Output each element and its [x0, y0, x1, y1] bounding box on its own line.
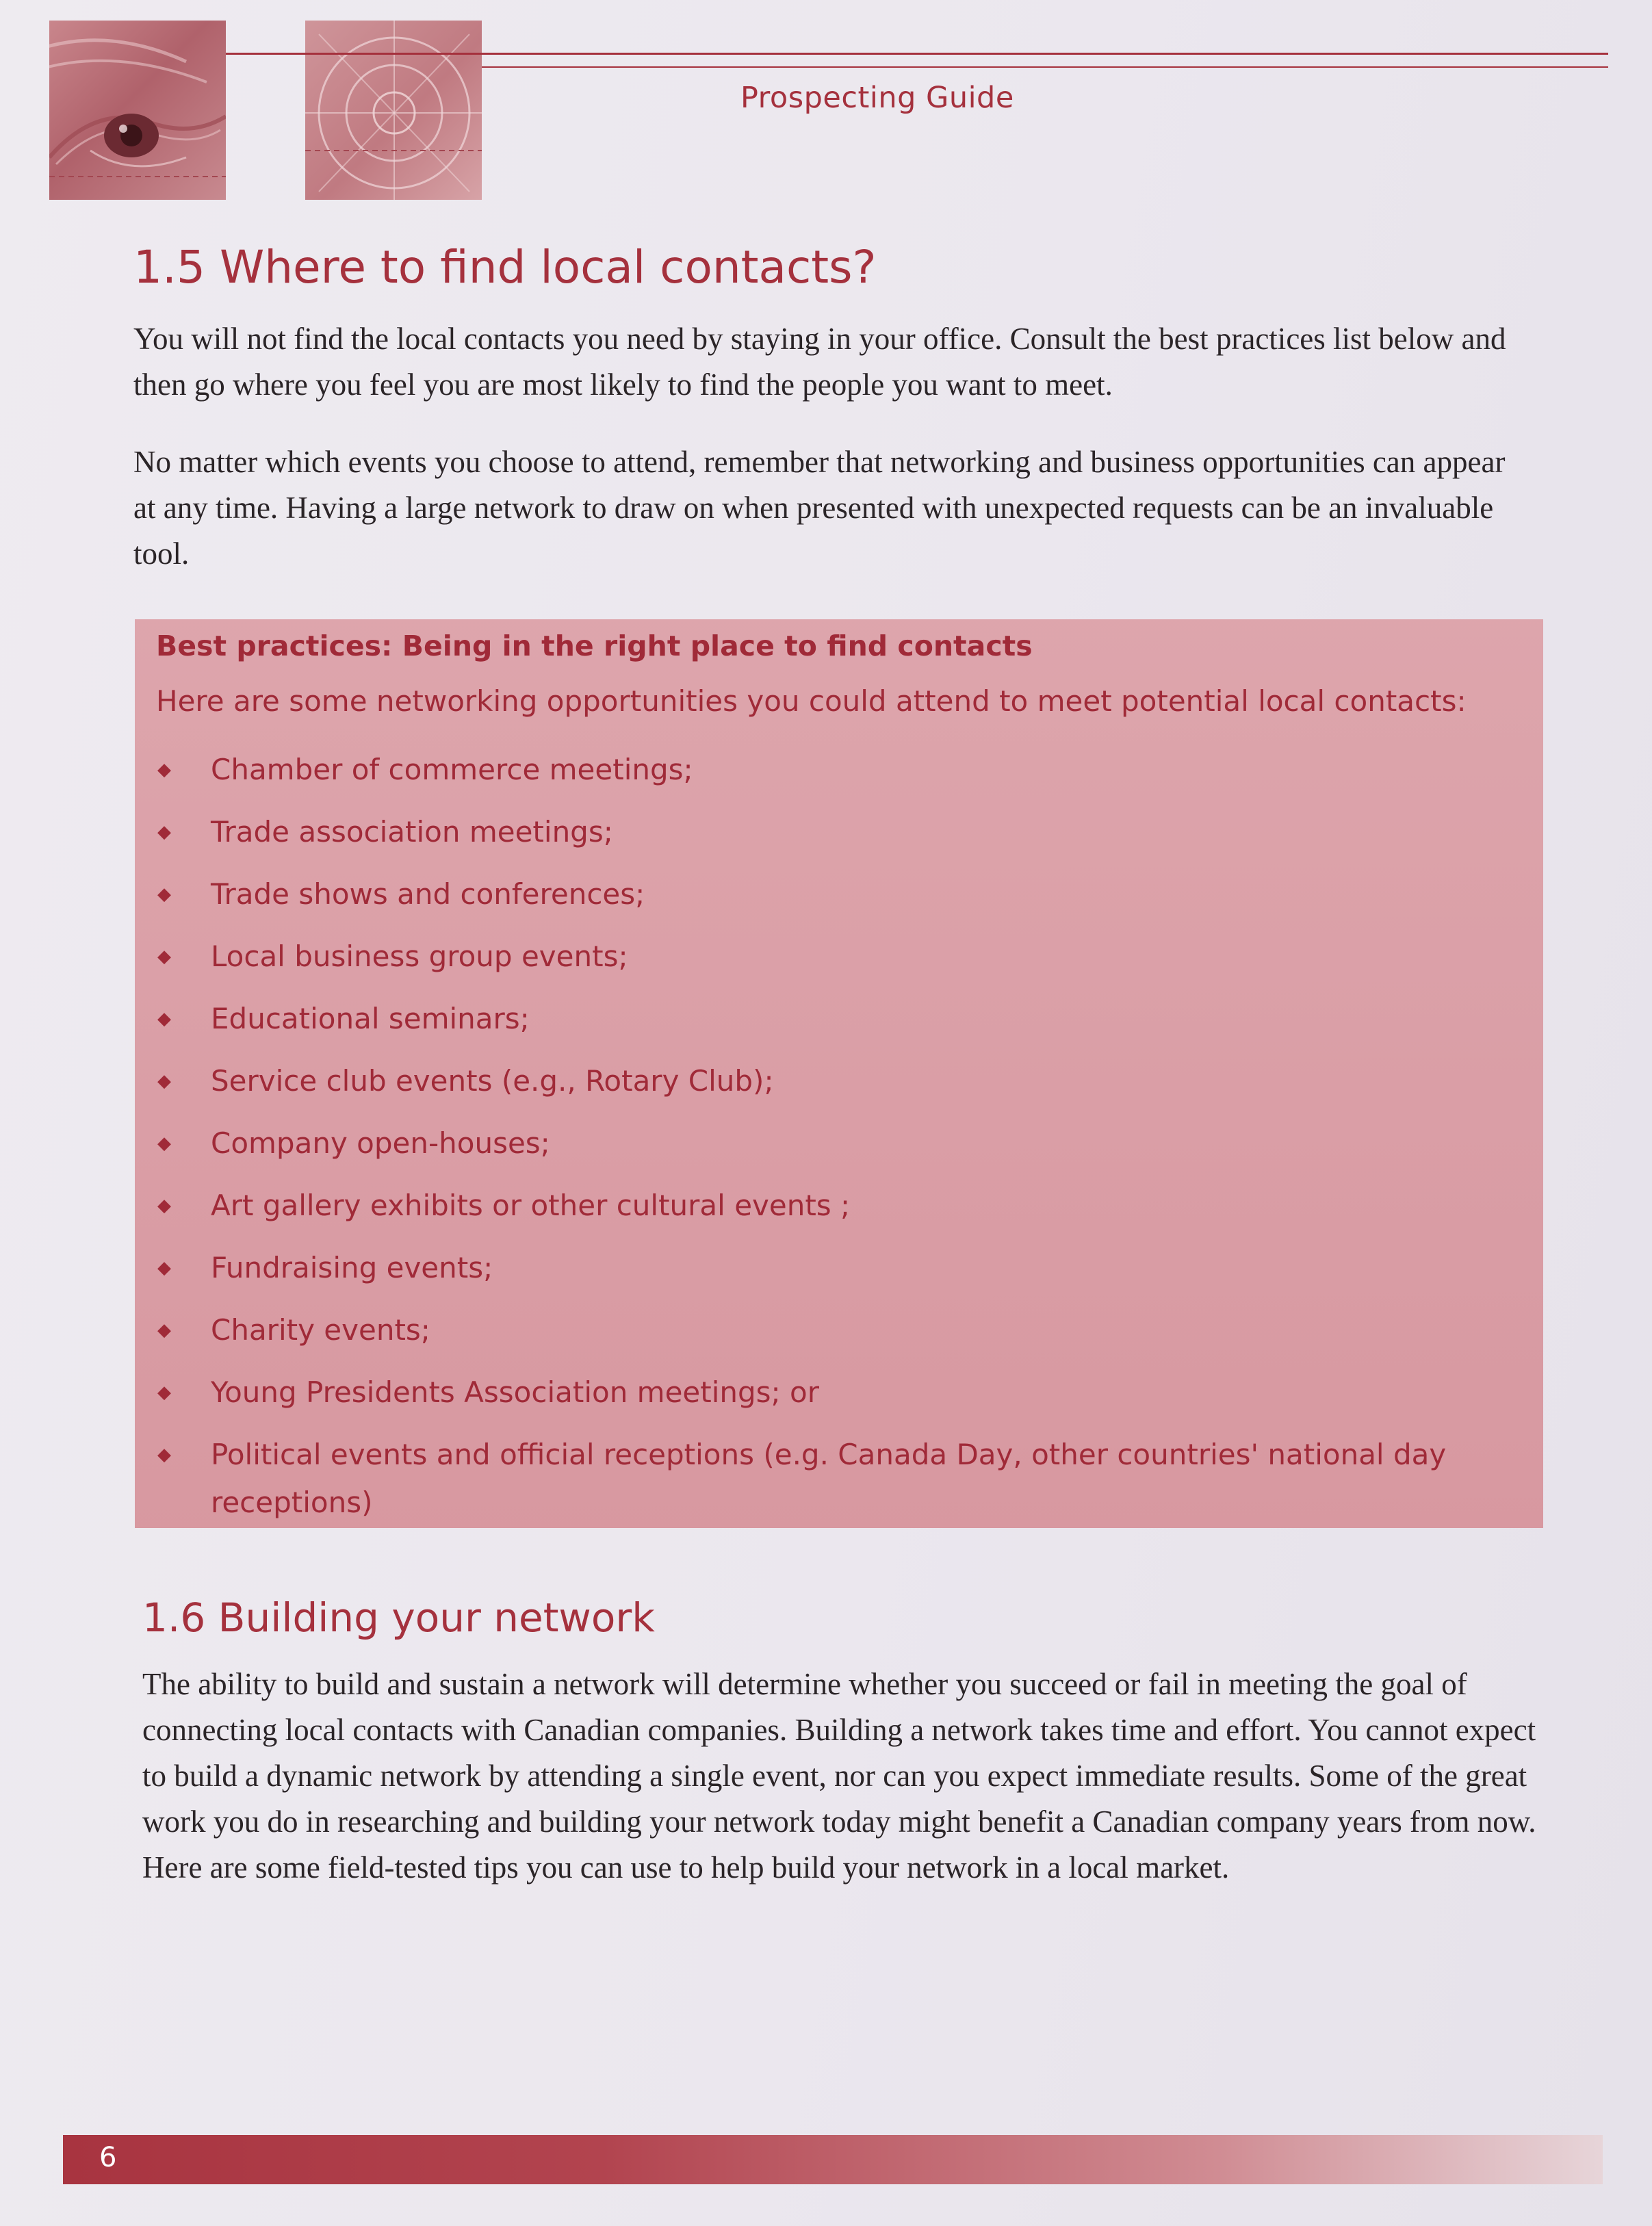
- paragraph-3: The ability to build and sustain a network will determine whether you succeed or fail in meeting the goal of connecting local contacts with Canadian companies. Building a network takes time and effort. You cannot expect to build a dynamic network by attending a single event, nor can you expect immediate results. Some of the great work you do in researching and building your network today might benefit a Canadian company years from now. Here are some field-tested tips you can use to help build your network in a local market.: [142, 1667, 1536, 1885]
- section-heading-1-5: 1.5 Where to find local contacts?: [133, 241, 877, 294]
- list-item: [156, 1306, 1525, 1354]
- diamond-bullet-icon: ◆: [157, 1133, 171, 1154]
- list-item-text: Educational seminars;: [211, 1002, 530, 1035]
- list-item: [156, 808, 1525, 856]
- list-item-text: Service club events (e.g., Rotary Club);: [211, 1064, 774, 1098]
- diamond-bullet-icon: ◆: [157, 946, 171, 967]
- diamond-bullet-icon: ◆: [157, 1258, 171, 1278]
- list-item: [156, 995, 1525, 1043]
- paragraph-1: You will not find the local contacts you need by staying in your office. Consult the best practices list below and then go where you feel you are most likely to find the people you want to meet.: [133, 322, 1506, 402]
- footer-bar: [63, 2135, 1603, 2184]
- list-item: [156, 870, 1525, 918]
- list-item: [156, 1431, 1525, 1527]
- list-item-text: Young Presidents Association meetings; or: [211, 1375, 820, 1409]
- list-item: [156, 1182, 1525, 1230]
- header-rule-secondary: [482, 66, 1608, 68]
- dial-graphic-icon: [305, 21, 482, 200]
- diamond-bullet-icon: ◆: [157, 822, 171, 842]
- diamond-bullet-icon: ◆: [157, 1382, 171, 1403]
- diamond-bullet-icon: ◆: [157, 1195, 171, 1216]
- list-item-text: Chamber of commerce meetings;: [211, 753, 693, 786]
- diamond-bullet-icon: ◆: [157, 760, 171, 780]
- list-item-text: Political events and official receptions (e.g. Canada Day, other countries' national day receptions): [211, 1438, 1447, 1519]
- diamond-bullet-icon: ◆: [157, 1009, 171, 1029]
- list-item: [156, 1244, 1525, 1292]
- list-item-text: Trade association meetings;: [211, 815, 613, 849]
- header-rule: [226, 53, 1608, 55]
- diamond-bullet-icon: ◆: [157, 1445, 171, 1465]
- list-item: [156, 933, 1525, 981]
- list-item-text: Local business group events;: [211, 940, 628, 973]
- list-item-text: Fundraising events;: [211, 1251, 493, 1284]
- running-title: Prospecting Guide: [740, 81, 1014, 115]
- page-number: 6: [99, 2142, 117, 2173]
- eye-photo-icon: [49, 21, 226, 200]
- diamond-bullet-icon: ◆: [157, 884, 171, 905]
- diamond-bullet-icon: ◆: [157, 1071, 171, 1091]
- list-item-text: Trade shows and conferences;: [211, 877, 645, 911]
- paragraph-2: No matter which events you choose to attend, remember that networking and business opportunities can appear at any time. Having a large network to draw on when presented with unexpected requests can be an invaluable tool.: [133, 445, 1506, 571]
- list-item: [156, 1057, 1525, 1105]
- list-item: [156, 1369, 1525, 1416]
- list-item: [156, 1120, 1525, 1167]
- list-item-text: Company open-houses;: [211, 1126, 550, 1160]
- best-practices-list: [156, 746, 1525, 1541]
- diamond-bullet-icon: ◆: [157, 1320, 171, 1341]
- list-item-text: Charity events;: [211, 1313, 430, 1347]
- list-item: [156, 746, 1525, 794]
- list-item-text: Art gallery exhibits or other cultural events ;: [211, 1189, 851, 1222]
- section-heading-1-6: 1.6 Building your network: [142, 1594, 655, 1641]
- best-practices-intro: Here are some networking opportunities you could attend to meet potential local contacts:: [156, 684, 1467, 718]
- best-practices-title: Best practices: Being in the right place to find contacts: [156, 630, 1033, 662]
